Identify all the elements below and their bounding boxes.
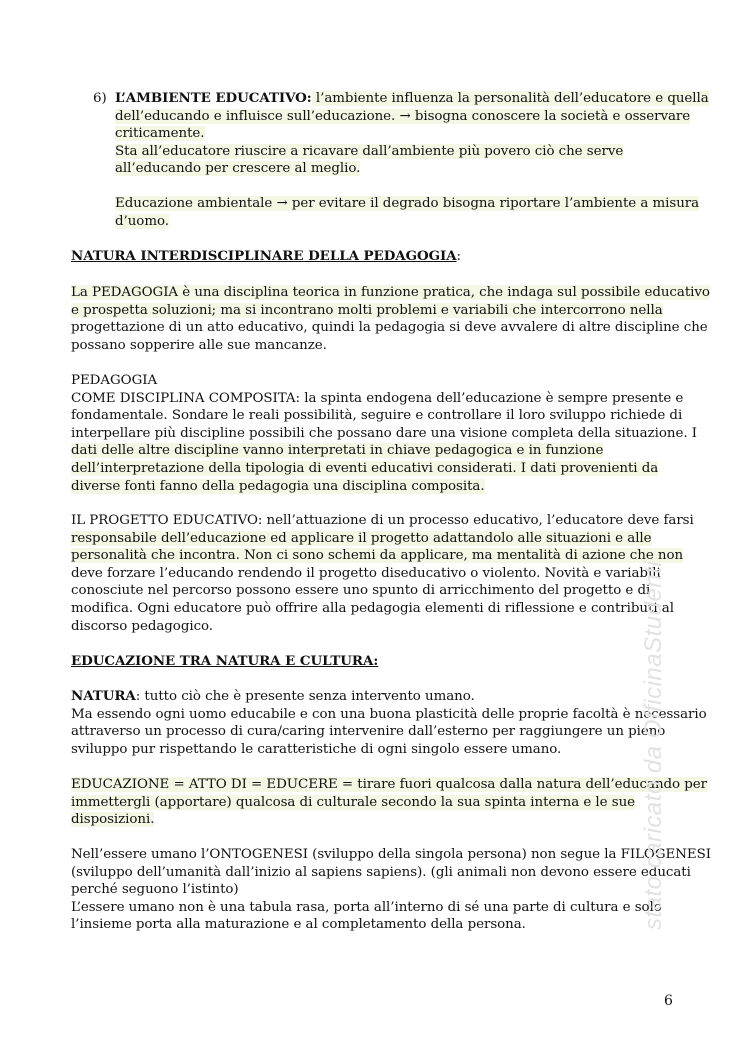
text-line: Sta all’educatore riuscire a ricavare dall’ambiente più povero ciò che serve xyxy=(115,143,624,159)
text-line: Educazione ambientale → per evitare il degrado bisogna riportare l’ambiente a misura xyxy=(115,196,700,211)
text-line: personalità che incontra. Non ci sono schemi da applicare, ma mentalità di azione che non xyxy=(71,548,684,564)
item-heading: L’AMBIENTE EDUCATIVO: xyxy=(115,90,312,106)
paragraph xyxy=(71,284,710,354)
text-line: interpellare più discipline possibili che possano dare una visione completa della situazione. I xyxy=(71,425,697,441)
text-line: possano sopperire alle sue mancanze. xyxy=(71,337,327,353)
paragraph xyxy=(71,776,708,829)
text-line: La PEDAGOGIA è una disciplina teorica in funzione pratica, che indaga sul possibile educativo xyxy=(71,285,710,300)
text-line: attraverso un processo di cura/caring intervenire dall’esterno per raggiungere un pieno xyxy=(71,724,666,740)
text-line: immettergli (apportare) qualcosa di culturale secondo la sua spinta interna e le sue xyxy=(71,794,636,810)
text-line: criticamente. xyxy=(115,126,205,142)
text-line: disposizioni. xyxy=(71,812,155,828)
item-number: 6) xyxy=(93,91,107,106)
item-6 xyxy=(93,90,709,178)
text-line: COME DISCIPLINA COMPOSITA: la spinta endogena dell’educazione è sempre presente e xyxy=(71,390,684,406)
item-6-note xyxy=(93,195,700,230)
text-line: modifica. Ogni educatore può offrire alla pedagogia elementi di riflessione e contributi al xyxy=(71,600,674,616)
text-line: PEDAGOGIA xyxy=(71,373,158,388)
section-heading xyxy=(71,248,671,266)
text-line: conosciute nel percorso possono essere uno spunto di arricchimento del progetto e di xyxy=(71,583,651,599)
text-line: dell’interpretazione della tipologia di eventi educativi considerati. I dati provenienti da xyxy=(71,460,659,476)
text-line: IL PROGETTO EDUCATIVO: nell’attuazione di un processo educativo, l’educatore deve farsi xyxy=(71,513,694,528)
section-title: NATURA INTERDISCIPLINARE DELLA PEDAGOGIA xyxy=(71,248,457,264)
watermark: stato caricato da OfficinaStudenti xyxy=(640,560,667,930)
text-line: EDUCAZIONE = ATTO DI = EDUCERE = tirare fuori qualcosa dalla natura dell’educando per xyxy=(71,777,708,792)
text-line: deve forzare l’educando rendendo il progetto diseducativo o violento. Novità e variabili xyxy=(71,565,661,581)
text-line: perché seguono l’istinto) xyxy=(71,882,239,898)
text-line: L’essere umano non è una tabula rasa, porta all’interno di sé una parte di cultura e solo xyxy=(71,899,662,915)
text-line: dell’educando e influisce sull’educazione. → bisogna conoscere la società e osservare xyxy=(115,108,691,124)
text-line: all’educando per crescere al meglio. xyxy=(115,161,361,177)
paragraph xyxy=(71,372,697,495)
text-line: fondamentale. Sondare le reali possibilità, seguire e controllare il loro sviluppo richiede di xyxy=(71,408,683,424)
text-line: l’ambiente influenza la personalità dell’educatore e quella xyxy=(311,91,709,106)
section-heading xyxy=(71,653,671,671)
text-line: discorso pedagogico. xyxy=(71,618,214,634)
page-number: 6 xyxy=(664,993,673,1009)
text-line: diverse fonti fanno della pedagogia una disciplina composita. xyxy=(71,478,485,494)
paragraph xyxy=(71,688,707,758)
text-line: Ma essendo ogni uomo educabile e con una buona plasticità delle proprie facoltà è necessario xyxy=(71,706,707,722)
text-line: l’insieme porta alla maturazione e al completamento della persona. xyxy=(71,917,526,933)
paragraph xyxy=(71,512,694,635)
text-line: responsabile dell’educazione ed applicare il progetto adattandolo alle situazioni e alle xyxy=(71,530,652,546)
text-line: Nell’essere umano l’ONTOGENESI (sviluppo della singola persona) non segue la FILOGENESI xyxy=(71,847,711,862)
natura-label: NATURA xyxy=(71,688,136,704)
text-line: d’uomo. xyxy=(115,213,169,229)
section-title: EDUCAZIONE TRA NATURA E CULTURA: xyxy=(71,653,379,669)
heading-suffix: : xyxy=(456,249,461,264)
paragraph xyxy=(71,846,711,934)
text-line: (sviluppo dell’umanità dall’inizio al sapiens sapiens). (gli animali non devono essere educati xyxy=(71,864,691,880)
text-line: sviluppo pur rispettando le caratteristiche di ogni singolo essere umano. xyxy=(71,741,562,757)
text-line: progettazione di un atto educativo, quindi la pedagogia si deve avvalere di altre discipline che xyxy=(71,320,708,336)
text-line: dati delle altre discipline vanno interpretati in chiave pedagogica e in funzione xyxy=(71,443,604,459)
text-line: e prospetta soluzioni; ma si incontrano molti problemi e variabili che intercorrono nella xyxy=(71,302,663,318)
text-line: : tutto ciò che è presente senza intervento umano. xyxy=(135,689,475,704)
